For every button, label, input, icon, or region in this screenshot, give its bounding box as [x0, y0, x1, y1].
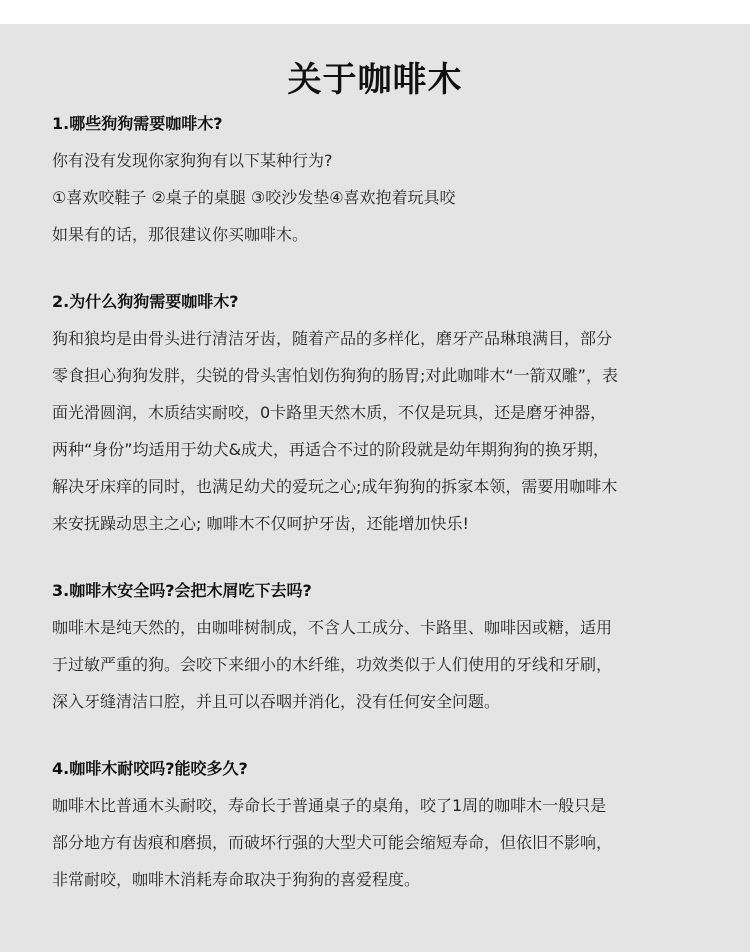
paragraph-line: 咖啡木是纯天然的，由咖啡树制成，不含人工成分、卡路里、咖啡因或糖，适用 — [52, 618, 613, 637]
paragraph-line: 狗和狼均是由骨头进行清洁牙齿，随着产品的多样化，磨牙产品琳琅满目，部分 — [52, 329, 613, 348]
paragraph-line: 如果有的话，那很建议你买咖啡木。 — [52, 225, 309, 244]
paragraph-line: 于过敏严重的狗。会咬下来细小的木纤维，功效类似于人们使用的牙线和牙刷， — [52, 655, 613, 674]
document-content — [52, 105, 732, 898]
section-durability — [52, 750, 732, 898]
paragraph-line: 你有没有发现你家狗狗有以下某种行为? — [52, 151, 333, 170]
paragraph-line: 非常耐咬，咖啡木消耗寿命取决于狗狗的喜爱程度。 — [52, 870, 421, 889]
paragraph-line: 咖啡木比普通木头耐咬，寿命长于普通桌子的桌角，咬了1周的咖啡木一般只是 — [52, 796, 607, 815]
page-title: 关于咖啡木 — [287, 60, 463, 100]
section-heading: 3.咖啡木安全吗?会把木屑吃下去吗? — [52, 581, 312, 600]
paragraph-line: 深入牙缝清洁口腔，并且可以吞咽并消化，没有任何安全问题。 — [52, 692, 501, 711]
section-heading: 2.为什么狗狗需要咖啡木? — [52, 292, 239, 311]
paragraph-line: 解决牙床痒的同时，也满足幼犬的爱玩之心;成年狗狗的拆家本领，需要用咖啡木 — [52, 477, 618, 496]
paragraph-line: 零食担心狗狗发胖，尖锐的骨头害怕划伤狗狗的肠胃;对此咖啡木“一箭双雕”，表 — [52, 366, 618, 385]
section-heading: 4.咖啡木耐咬吗?能咬多久? — [52, 759, 248, 778]
section-why-needed — [52, 283, 732, 542]
document-sheet — [0, 24, 750, 952]
paragraph-line: 面光滑圆润，木质结实耐咬，0卡路里天然木质，不仅是玩具，还是磨牙神器， — [52, 403, 607, 422]
paragraph-line: 来安抚躁动思主之心; 咖啡木不仅呵护牙齿，还能增加快乐! — [52, 514, 469, 533]
paragraph-line: ①喜欢咬鞋子 ②桌子的桌腿 ③咬沙发垫④喜欢抱着玩具咬 — [52, 188, 456, 207]
paragraph-line: 部分地方有齿痕和磨损，而破坏行强的大型犬可能会缩短寿命，但依旧不影响， — [52, 833, 613, 852]
section-safety — [52, 572, 732, 720]
top-band — [0, 0, 750, 24]
section-which-dogs — [52, 105, 732, 253]
paragraph-line: 两种“身份”均适用于幼犬&成犬，再适合不过的阶段就是幼年期狗狗的换牙期， — [52, 440, 610, 459]
section-heading: 1.哪些狗狗需要咖啡木? — [52, 114, 223, 133]
